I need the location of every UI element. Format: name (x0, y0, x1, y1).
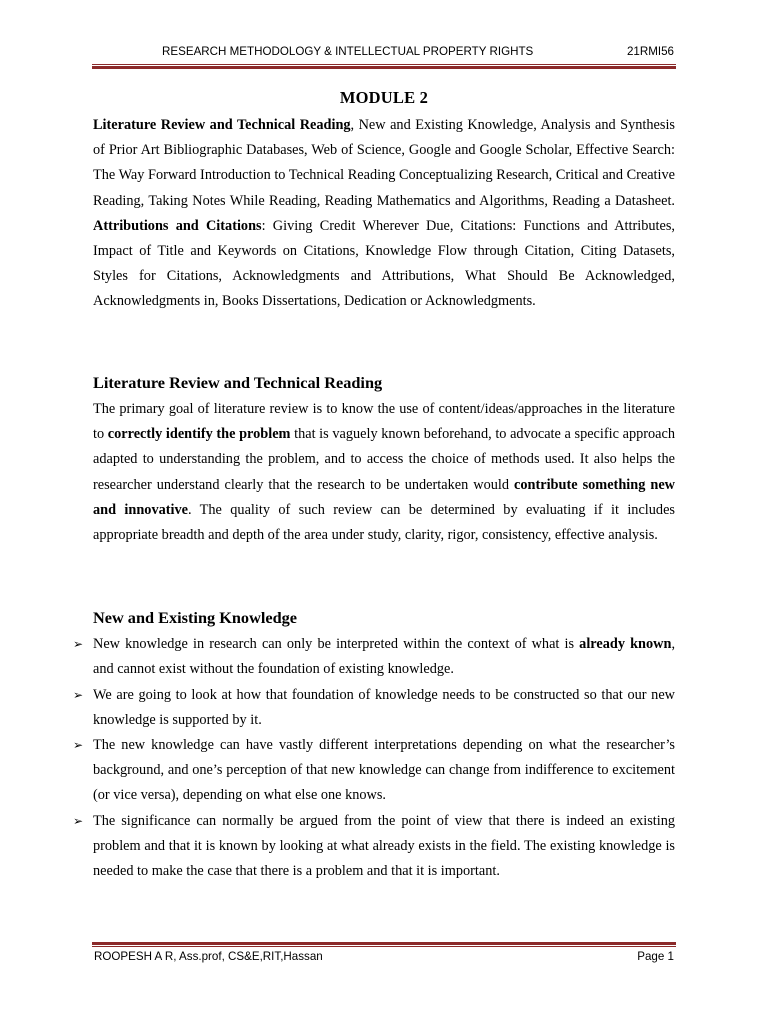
bullet-1-bold: already known (579, 636, 672, 652)
page-footer (92, 950, 676, 968)
list-item (73, 809, 675, 885)
lr-text-1: The primary goal of literature review is to know the use of content/ideas/approaches in the literature to (93, 401, 675, 443)
syllabus-topic-1: Literature Review and Technical Reading (93, 117, 351, 133)
footer-author: ROOPESH A R, Ass.prof, CS&E,RIT,Hassan (94, 950, 323, 963)
list-item (73, 733, 675, 809)
page-header (92, 43, 676, 61)
header-rule-thick (92, 66, 676, 69)
list-item (73, 683, 675, 733)
syllabus-topic-2: Attributions and Citations (93, 217, 262, 234)
header-course-code: 21RMI56 (626, 45, 674, 58)
arrowhead-bullet-icon: ➢ (73, 814, 84, 828)
list-item (73, 632, 675, 682)
syllabus-text-2: : Giving Credit Wherever Due, Citations: Functions and Attributes, Impact of Title and Keywords on Citations, Knowledge Flow through Citation, Citing Datasets, Styles for Citations, Acknowledgments and Attributions, What Should Be Acknowledged, Acknowledgments in, Books Dissertations, Dedication or Acknowledgments. (93, 217, 675, 310)
bullet-4-text: The significance can normally be argued from the point of view that there is indeed an existing problem and that it is known by looking at what already exists in the field. The existing knowledge is needed to make the case that there is a problem and that it is important. (93, 813, 675, 880)
module-title: MODULE 2 (339, 88, 429, 107)
section-heading-new-existing-knowledge: New and Existing Knowledge (93, 608, 297, 627)
lr-bold-1: correctly identify the problem (107, 426, 291, 443)
bullet-2-text: We are going to look at how that foundation of knowledge needs to be constructed so that our new knowledge is supported by it. (93, 687, 675, 729)
footer-rule-thick (92, 942, 676, 945)
arrowhead-bullet-icon: ➢ (73, 637, 84, 651)
lr-bold-2: contribute something new and innovative (93, 476, 675, 518)
arrowhead-bullet-icon: ➢ (73, 738, 84, 752)
lr-text-3: . The quality of such review can be determined by evaluating if it includes appropriate breadth and depth of the area under study, clarity, rigor, consistency, effective analysis. (93, 501, 675, 544)
page-number: Page 1 (637, 950, 674, 963)
footer-rule-thin (92, 946, 676, 947)
literature-review-paragraph (93, 397, 675, 548)
header-rule-thin (92, 64, 676, 65)
bullet-1-text: New knowledge in research can only be interpreted within the context of what is (93, 636, 580, 652)
syllabus-paragraph (93, 113, 675, 315)
header-title: RESEARCH METHODOLOGY & INTELLECTUAL PROPERTY RIGHTS (162, 45, 534, 58)
section-heading-literature-review: Literature Review and Technical Reading (93, 373, 383, 392)
syllabus-text-1: , New and Existing Knowledge, Analysis and Synthesis of Prior Art Bibliographic Databases, Web of Science, Google and Google Scholar, Effective Search: The Way Forward Introduction to Technical Reading Conceptualizing Research, Critical and Creative Reading, Taking Notes While Reading, Reading Mathematics and Algorithms, Reading a Datasheet. (93, 117, 675, 209)
arrowhead-bullet-icon: ➢ (73, 688, 84, 702)
bullet-1-text-end: , and cannot exist without the foundation of existing knowledge. (93, 636, 676, 678)
lr-text-2: that is vaguely known beforehand, to advocate a specific approach adapted to understanding the problem, and to access the choice of methods used. It also helps the researcher understand clearly that the research to be undertaken would (93, 426, 675, 493)
bullet-3-text: The new knowledge can have vastly different interpretations depending on what the researcher’s background, and one’s perception of that new knowledge can change from indifference to excitement (or vice versa), depending on what else one knows. (93, 737, 675, 804)
